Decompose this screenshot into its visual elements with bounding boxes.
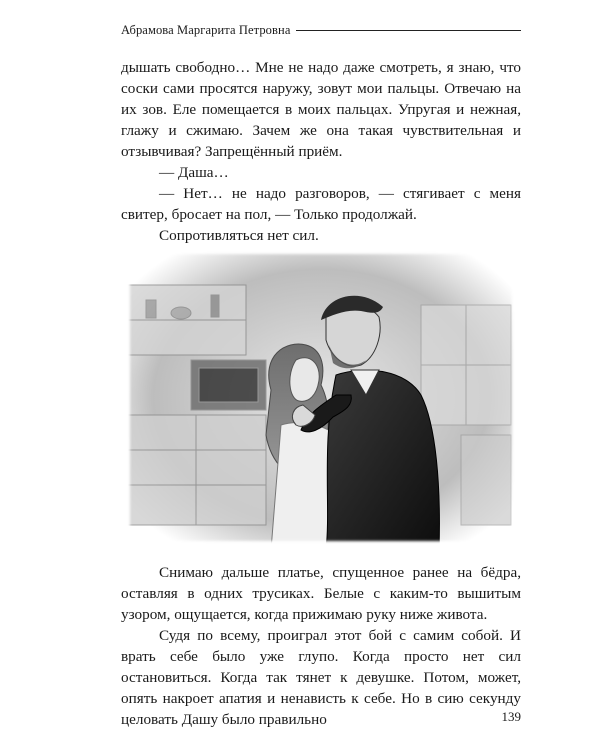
paragraph-dialogue-1: — Даша…: [159, 164, 229, 181]
bottom-text-block: [121, 562, 521, 730]
header-author: Абрамова Маргарита Петровна: [121, 22, 291, 37]
running-header: [121, 20, 521, 40]
paragraph-dialogue-2: — Нет… не надо разговоров, — стягивает с меня свитер, бросает на пол, — Только продолжай.: [121, 185, 521, 223]
paragraph-undress: Снимаю дальше платье, спущенное ранее на бёдра, оставляя в одних трусиках. Белые с каким-то вышитым узором, ощущается, когда прижимаю руку ниже живота.: [121, 564, 521, 623]
paragraph-short: Сопротивляться нет сил.: [159, 227, 319, 244]
header-rule: [296, 30, 521, 31]
top-text-block: [121, 57, 521, 246]
sketch-illustration: [121, 245, 521, 550]
illustration: [121, 245, 521, 550]
page-number: 139: [501, 709, 521, 724]
paragraph-continuation: дышать свободно… Мне не надо даже смотреть, я знаю, что соски сами просятся наружу, зовут мои пальцы. Отвечаю на их зов. Еле помещается в моих пальцах. Упругая и нежная, глажу и сжимаю. Зачем же она такая чувствительная и отзывчивая? Запрещённый приём.: [121, 59, 521, 160]
paragraph-lost-fight: Судя по всему, проиграл этот бой с самим собой. И врать себе было уже глупо. Когда просто нет сил остановиться. Когда так тянет к девушке. Потом, может, опять накроет апатия и ненависть к себе. Но в сию секунду целовать Дашу было правильно: [121, 627, 521, 728]
